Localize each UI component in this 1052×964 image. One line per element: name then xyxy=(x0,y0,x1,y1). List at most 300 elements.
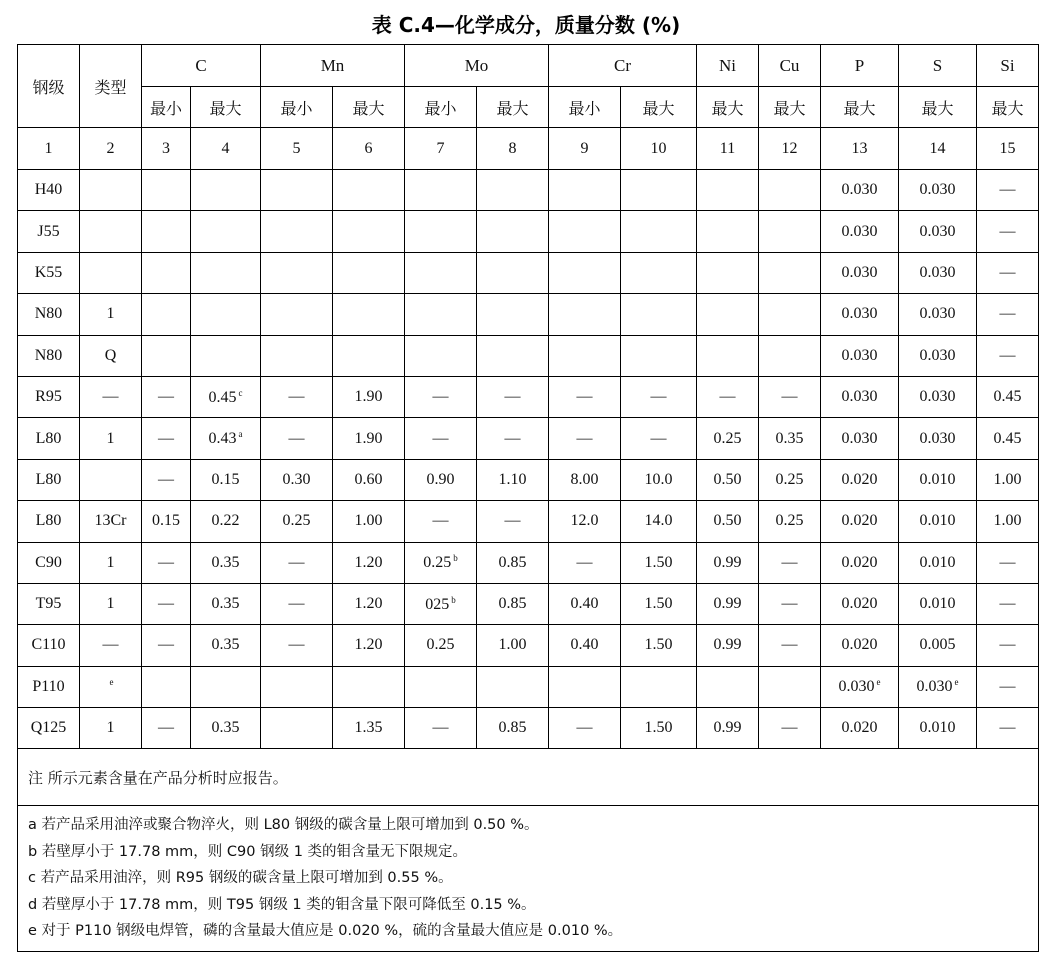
table-cell xyxy=(977,294,1039,335)
table-cell xyxy=(191,708,261,749)
table-cell xyxy=(191,542,261,583)
column-number: 12 xyxy=(759,128,821,170)
table-row xyxy=(18,335,1039,376)
table-cell xyxy=(549,666,621,707)
table-cell xyxy=(191,625,261,666)
table-cell xyxy=(621,294,697,335)
table-cell xyxy=(621,252,697,293)
cell-value: — xyxy=(781,719,798,737)
cell-value: 1.00 xyxy=(354,512,383,530)
table-cell xyxy=(142,418,191,459)
table-cell xyxy=(759,170,821,211)
table-cell xyxy=(261,625,333,666)
table-cell xyxy=(697,418,759,459)
cell-value: — xyxy=(102,636,119,654)
cell-value: 0.020 xyxy=(841,719,878,737)
cell-value: 14.0 xyxy=(644,512,673,530)
table-cell xyxy=(333,708,405,749)
table-cell xyxy=(477,294,549,335)
table-cell xyxy=(621,170,697,211)
cell-value: 12.0 xyxy=(570,512,599,530)
table-cell xyxy=(621,335,697,376)
table-cell xyxy=(697,252,759,293)
grade-cell xyxy=(18,501,80,542)
cell-value: 1.90 xyxy=(354,429,383,447)
table-row xyxy=(18,252,1039,293)
cell-value: L80 xyxy=(35,512,62,530)
cell-value: — xyxy=(288,388,305,406)
cell-value: — xyxy=(288,636,305,654)
cell-value: H40 xyxy=(34,181,63,199)
table-cell xyxy=(405,501,477,542)
header-max: 最大 xyxy=(333,87,405,128)
cell-value: 0.030 xyxy=(919,222,956,240)
cell-value: 0.030 xyxy=(919,305,956,323)
table-cell xyxy=(977,418,1039,459)
table-cell xyxy=(261,294,333,335)
table-cell xyxy=(697,459,759,500)
footnotes xyxy=(18,806,1039,952)
table-cell xyxy=(549,335,621,376)
cell-value: 0.010 xyxy=(919,512,956,530)
cell-value: — xyxy=(158,636,174,654)
table-cell xyxy=(142,211,191,252)
header-min: 最小 xyxy=(261,87,333,128)
table-cell xyxy=(477,335,549,376)
cell-value: — xyxy=(999,595,1016,613)
header-element-mo: Mo xyxy=(405,45,549,87)
table-cell xyxy=(405,376,477,417)
cell-value: — xyxy=(719,388,736,406)
cell-value: 0.030 xyxy=(841,222,878,240)
table-cell xyxy=(142,625,191,666)
cell-value: — xyxy=(158,429,174,447)
table-cell xyxy=(477,625,549,666)
header-min: 最小 xyxy=(142,87,191,128)
table-cell xyxy=(142,170,191,211)
header-element-mn: Mn xyxy=(261,45,405,87)
table-row xyxy=(18,376,1039,417)
header-min: 最小 xyxy=(549,87,621,128)
cell-value: 0.40 xyxy=(570,636,599,654)
table-cell xyxy=(899,666,977,707)
table-cell xyxy=(142,666,191,707)
table-row xyxy=(18,583,1039,624)
table-cell xyxy=(333,418,405,459)
table-cell xyxy=(80,294,142,335)
table-cell xyxy=(899,459,977,500)
table-row xyxy=(18,459,1039,500)
cell-value: 0.010 xyxy=(919,470,956,488)
table-cell xyxy=(899,708,977,749)
table-cell xyxy=(899,418,977,459)
table-cell xyxy=(333,666,405,707)
cell-value: — xyxy=(432,719,449,737)
table-cell xyxy=(261,252,333,293)
table-row xyxy=(18,625,1039,666)
cell-value: 0.030 xyxy=(841,181,878,199)
table-cell xyxy=(759,625,821,666)
table-cell xyxy=(697,170,759,211)
table-cell xyxy=(697,625,759,666)
table-title: 表 C.4—化学成分，质量分数 (%) xyxy=(371,13,681,37)
column-number: 13 xyxy=(821,128,899,170)
table-cell xyxy=(621,459,697,500)
table-cell xyxy=(80,542,142,583)
table-cell xyxy=(759,376,821,417)
cell-value: — xyxy=(650,429,667,447)
footnote-a: a 若产品采用油淬或聚合物淬火，则 L80 钢级的碳含量上限可增加到 0.50 %。 xyxy=(28,817,539,834)
table-cell xyxy=(977,211,1039,252)
table-cell xyxy=(333,252,405,293)
cell-value: 1.00 xyxy=(993,512,1022,530)
cell-value: 0.90 xyxy=(426,470,455,488)
header-max: 最大 xyxy=(821,87,899,128)
cell-value: — xyxy=(504,429,521,447)
grade-cell xyxy=(18,542,80,583)
table-cell xyxy=(477,418,549,459)
cell-value: 0.99 xyxy=(713,553,742,571)
cell-value: — xyxy=(158,719,174,737)
table-cell xyxy=(191,583,261,624)
table-cell xyxy=(191,418,261,459)
cell-value: 1 xyxy=(106,595,115,613)
table-cell xyxy=(405,625,477,666)
cell-value: 0.30 xyxy=(282,470,311,488)
grade-cell xyxy=(18,459,80,500)
cell-value: 0.030 xyxy=(919,181,956,199)
table-cell xyxy=(405,666,477,707)
cell-value: 1.20 xyxy=(354,553,383,571)
cell-value: 0.60 xyxy=(354,470,383,488)
table-cell xyxy=(759,211,821,252)
cell-value: 0.35 xyxy=(211,595,240,613)
table-cell xyxy=(759,501,821,542)
table-cell xyxy=(759,583,821,624)
column-number: 10 xyxy=(621,128,697,170)
header-element-si: Si xyxy=(977,45,1039,87)
cell-value: 1.90 xyxy=(354,388,383,406)
table-cell xyxy=(405,708,477,749)
cell-value: 0.85 xyxy=(498,553,527,571)
table-cell xyxy=(477,708,549,749)
table-cell xyxy=(821,335,899,376)
header-max: 最大 xyxy=(759,87,821,128)
table-cell xyxy=(977,708,1039,749)
table-cell xyxy=(759,666,821,707)
cell-value: — xyxy=(650,388,667,406)
cell-value: 0.99 xyxy=(713,719,742,737)
footnote-marker: e xyxy=(109,677,114,688)
footnote-marker: e xyxy=(876,677,881,688)
cell-value: 1 xyxy=(106,553,115,571)
cell-value: 0.010 xyxy=(919,595,956,613)
cell-value: — xyxy=(781,636,798,654)
header-max: 最大 xyxy=(697,87,759,128)
table-cell xyxy=(549,501,621,542)
table-cell xyxy=(333,335,405,376)
table-cell xyxy=(142,252,191,293)
grade-cell xyxy=(18,666,80,707)
table-cell xyxy=(80,376,142,417)
table-cell xyxy=(977,376,1039,417)
table-cell xyxy=(621,211,697,252)
table-cell xyxy=(333,459,405,500)
cell-value: — xyxy=(576,388,593,406)
cell-value: — xyxy=(504,388,521,406)
cell-value: — xyxy=(158,595,174,613)
table-cell xyxy=(261,666,333,707)
cell-value: 8.00 xyxy=(570,470,599,488)
table-cell xyxy=(697,708,759,749)
table-cell xyxy=(333,170,405,211)
table-cell xyxy=(142,294,191,335)
cell-value: 1.00 xyxy=(498,636,527,654)
cell-value: — xyxy=(781,595,798,613)
grade-cell xyxy=(18,376,80,417)
cell-value: L80 xyxy=(35,429,62,447)
cell-value: 0.030 xyxy=(838,678,875,696)
cell-value: 0.020 xyxy=(841,553,878,571)
cell-value: 025 xyxy=(425,595,450,613)
table-cell xyxy=(405,459,477,500)
table-cell xyxy=(80,418,142,459)
cell-value: — xyxy=(999,181,1016,199)
table-cell xyxy=(821,583,899,624)
cell-value: 0.030 xyxy=(919,429,956,447)
cell-value: — xyxy=(781,388,798,406)
cell-value: 1.20 xyxy=(354,636,383,654)
cell-value: 1.00 xyxy=(993,470,1022,488)
table-cell xyxy=(549,625,621,666)
table-cell xyxy=(621,666,697,707)
table-cell xyxy=(261,708,333,749)
table-cell xyxy=(977,583,1039,624)
table-cell xyxy=(977,666,1039,707)
table-row xyxy=(18,501,1039,542)
table-cell xyxy=(477,170,549,211)
table-cell xyxy=(759,418,821,459)
table-cell xyxy=(697,583,759,624)
cell-value: R95 xyxy=(35,388,62,406)
cell-value: — xyxy=(288,553,305,571)
footnote-marker: c xyxy=(238,387,243,398)
header-max: 最大 xyxy=(977,87,1039,128)
cell-value: 0.40 xyxy=(570,595,599,613)
table-cell xyxy=(261,376,333,417)
table-cell xyxy=(899,376,977,417)
table-row xyxy=(18,211,1039,252)
cell-value: — xyxy=(576,429,593,447)
table-cell xyxy=(549,542,621,583)
column-number: 3 xyxy=(142,128,191,170)
table-cell xyxy=(621,376,697,417)
table-cell xyxy=(405,335,477,376)
table-cell xyxy=(333,376,405,417)
header-element-cr: Cr xyxy=(549,45,697,87)
cell-value: 0.25 xyxy=(775,470,804,488)
cell-value: 0.35 xyxy=(211,636,240,654)
cell-value: — xyxy=(999,263,1016,281)
table-cell xyxy=(821,418,899,459)
table-cell xyxy=(821,211,899,252)
table-cell xyxy=(549,294,621,335)
table-cell xyxy=(697,666,759,707)
table-cell xyxy=(142,376,191,417)
header-max: 最大 xyxy=(621,87,697,128)
table-row xyxy=(18,542,1039,583)
cell-value: 1 xyxy=(106,429,115,447)
table-cell xyxy=(759,335,821,376)
cell-value: L80 xyxy=(35,470,62,488)
table-cell xyxy=(977,335,1039,376)
cell-value: C90 xyxy=(35,553,62,571)
cell-value: N80 xyxy=(34,346,63,364)
cell-value: 1 xyxy=(106,305,115,323)
table-cell xyxy=(759,542,821,583)
table-cell xyxy=(142,542,191,583)
table-cell xyxy=(80,459,142,500)
cell-value: 0.010 xyxy=(919,553,956,571)
cell-value: — xyxy=(288,429,305,447)
table-cell xyxy=(977,459,1039,500)
cell-value: 0.50 xyxy=(713,470,742,488)
table-cell xyxy=(405,170,477,211)
table-cell xyxy=(477,542,549,583)
table-cell xyxy=(977,625,1039,666)
header-type: 类型 xyxy=(80,45,142,128)
cell-value: — xyxy=(999,719,1016,737)
table-cell xyxy=(80,252,142,293)
column-number: 2 xyxy=(80,128,142,170)
table-cell xyxy=(977,501,1039,542)
table-cell xyxy=(621,583,697,624)
chemical-composition-table xyxy=(17,44,1039,952)
table-row xyxy=(18,708,1039,749)
cell-value: 0.22 xyxy=(211,512,240,530)
cell-value: 1.50 xyxy=(644,595,673,613)
cell-value: 0.25 xyxy=(426,636,455,654)
cell-value: 0.030 xyxy=(841,346,878,364)
table-cell xyxy=(191,294,261,335)
cell-value: 0.020 xyxy=(841,636,878,654)
table-cell xyxy=(191,335,261,376)
cell-value: 0.030 xyxy=(841,429,878,447)
table-cell xyxy=(899,501,977,542)
header-max: 最大 xyxy=(899,87,977,128)
table-cell xyxy=(142,583,191,624)
table-cell xyxy=(477,666,549,707)
cell-value: — xyxy=(102,388,119,406)
table-cell xyxy=(621,708,697,749)
footnote-e: e 对于 P110 钢级电焊管，磷的含量最大值应是 0.020 %，硫的含量最大值应是 0.010 %。 xyxy=(28,923,623,940)
cell-value: 0.99 xyxy=(713,636,742,654)
cell-value: 0.25 xyxy=(282,512,311,530)
cell-value: — xyxy=(999,636,1016,654)
cell-value: 0.030 xyxy=(841,305,878,323)
cell-value: — xyxy=(432,512,449,530)
cell-value: 1.50 xyxy=(644,636,673,654)
table-cell xyxy=(821,294,899,335)
table-cell xyxy=(821,252,899,293)
cell-value: 10.0 xyxy=(644,470,673,488)
table-cell xyxy=(759,708,821,749)
cell-value: 0.005 xyxy=(919,636,956,654)
table-cell xyxy=(80,666,142,707)
table-cell xyxy=(80,501,142,542)
footnote-d: d 若壁厚小于 17.78 mm，则 T95 钢级 1 类的钼含量下限可降低至 0.15 %。 xyxy=(28,896,536,913)
cell-value: 0.15 xyxy=(152,512,180,530)
cell-value: P110 xyxy=(32,677,65,695)
table-cell xyxy=(477,252,549,293)
cell-value: 0.35 xyxy=(211,719,240,737)
table-cell xyxy=(549,252,621,293)
cell-value: — xyxy=(999,346,1016,364)
table-cell xyxy=(261,335,333,376)
column-number: 6 xyxy=(333,128,405,170)
table-cell xyxy=(405,418,477,459)
table-cell xyxy=(333,211,405,252)
table-cell xyxy=(261,170,333,211)
column-number: 1 xyxy=(18,128,80,170)
header-max: 最大 xyxy=(191,87,261,128)
table-cell xyxy=(549,170,621,211)
cell-value: — xyxy=(158,470,174,488)
table-cell xyxy=(191,666,261,707)
footnote-marker: a xyxy=(238,429,243,440)
table-cell xyxy=(821,459,899,500)
table-cell xyxy=(261,583,333,624)
table-cell xyxy=(405,211,477,252)
table-cell xyxy=(697,542,759,583)
table-cell xyxy=(697,211,759,252)
table-cell xyxy=(697,501,759,542)
column-number: 15 xyxy=(977,128,1039,170)
cell-value: 1 xyxy=(106,719,115,737)
grade-cell xyxy=(18,170,80,211)
table-cell xyxy=(549,708,621,749)
grade-cell xyxy=(18,335,80,376)
cell-value: Q125 xyxy=(30,719,67,737)
column-number: 7 xyxy=(405,128,477,170)
table-cell xyxy=(549,418,621,459)
table-cell xyxy=(549,583,621,624)
header-element-s: S xyxy=(899,45,977,87)
table-cell xyxy=(899,170,977,211)
cell-value: 0.020 xyxy=(841,470,878,488)
header-grade: 钢级 xyxy=(18,45,80,128)
cell-value: T95 xyxy=(35,595,62,613)
grade-cell xyxy=(18,211,80,252)
table-cell xyxy=(821,542,899,583)
cell-value: — xyxy=(999,305,1016,323)
table-cell xyxy=(899,294,977,335)
table-cell xyxy=(142,335,191,376)
grade-cell xyxy=(18,294,80,335)
grade-cell xyxy=(18,252,80,293)
table-cell xyxy=(697,376,759,417)
header-max: 最大 xyxy=(477,87,549,128)
cell-value: 0.030 xyxy=(919,346,956,364)
table-cell xyxy=(405,294,477,335)
table-cell xyxy=(477,583,549,624)
header-min: 最小 xyxy=(405,87,477,128)
footnote-b: b 若壁厚小于 17.78 mm，则 C90 钢级 1 类的钼含量无下限规定。 xyxy=(28,843,468,860)
table-cell xyxy=(261,211,333,252)
table-cell xyxy=(621,625,697,666)
cell-value: — xyxy=(432,429,449,447)
table-cell xyxy=(333,501,405,542)
